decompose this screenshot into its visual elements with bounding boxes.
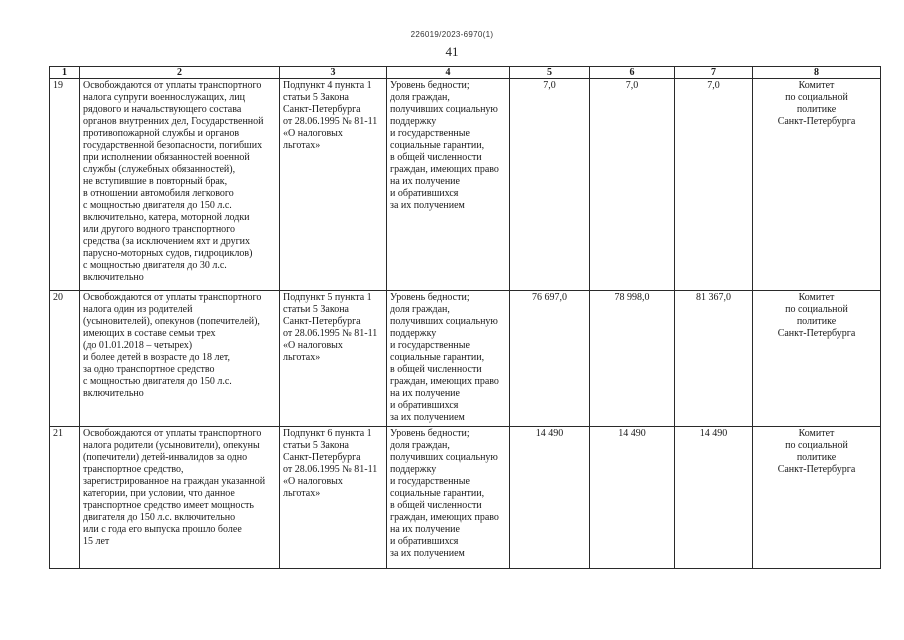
- row-number: 19: [50, 79, 80, 291]
- legal-basis: Подпункт 5 пункта 1 статьи 5 Закона Санкт-Петербурга от 28.06.1995 № 81-11 «О налоговых льготах»: [280, 291, 387, 427]
- column-header: 2: [80, 67, 280, 79]
- value-col7: 81 367,0: [675, 291, 753, 427]
- value-col5: 76 697,0: [510, 291, 590, 427]
- value-col7: 14 490: [675, 427, 753, 569]
- benefit-description: Освобождаются от уплаты транспортного налога супруги военнослужащих, лиц рядового и начальствующего состава органов внутренних дел, Государственной противопожарной службы и органов государственной безопасности, погибших при исполнении обязанностей военной службы (служебных обязанностей), не вступившие в повторный брак, в отношении автомобиля легкового с мощностью двигателя до 150 л.с. включительно, катера, моторной лодки или другого водного транспортного средства (за исключением яхт и других парусно-моторных судов, гидроциклов) с мощностью двигателя до 30 л.с. включительно: [80, 79, 280, 291]
- benefit-description: Освобождаются от уплаты транспортного налога один из родителей (усыновителей), опекунов (попечителей), имеющих в составе семьи трех (до 01.01.2018 – четырех) и более детей в возрасте до 18 лет, за одно транспортное средство с мощностью двигателя до 150 л.с. включительно: [80, 291, 280, 427]
- column-header: 4: [387, 67, 510, 79]
- benefit-description: Освобождаются от уплаты транспортного налога родители (усыновители), опекуны (попечители) детей-инвалидов за одно транспортное средство, зарегистрированное на граждан указанной категории, при условии, что данное транспортное средство имеет мощность двигателя до 150 л.с. включительно или с года его выпуска прошло более 15 лет: [80, 427, 280, 569]
- column-header: 3: [280, 67, 387, 79]
- value-col6: 14 490: [590, 427, 675, 569]
- document-registration-number: 226019/2023-6970(1): [410, 30, 494, 39]
- table-row: [50, 291, 881, 427]
- legal-basis: Подпункт 6 пункта 1 статьи 5 Закона Санкт-Петербурга от 28.06.1995 № 81-11 «О налоговых льготах»: [280, 427, 387, 569]
- responsible-body: Комитет по социальной политике Санкт-Петербурга: [753, 427, 881, 569]
- table-row: [50, 79, 881, 291]
- column-header: 1: [50, 67, 80, 79]
- tax-benefits-table: [49, 66, 881, 569]
- evaluation-criterion: Уровень бедности; доля граждан, получивших социальную поддержку и государственные социальные гарантии, в общей численности граждан, имеющих право на их получение и обратившихся за их получением: [387, 427, 510, 569]
- responsible-body: Комитет по социальной политике Санкт-Петербурга: [753, 291, 881, 427]
- legal-basis: Подпункт 4 пункта 1 статьи 5 Закона Санкт-Петербурга от 28.06.1995 № 81-11 «О налоговых льготах»: [280, 79, 387, 291]
- evaluation-criterion: Уровень бедности; доля граждан, получивших социальную поддержку и государственные социальные гарантии, в общей численности граждан, имеющих право на их получение и обратившихся за их получением: [387, 79, 510, 291]
- column-header: 5: [510, 67, 590, 79]
- table-row: [50, 427, 881, 569]
- column-header: 8: [753, 67, 881, 79]
- page-number: 41: [445, 44, 459, 59]
- column-header: 6: [590, 67, 675, 79]
- value-col5: 14 490: [510, 427, 590, 569]
- row-number: 21: [50, 427, 80, 569]
- value-col6: 78 998,0: [590, 291, 675, 427]
- column-header: 7: [675, 67, 753, 79]
- value-col6: 7,0: [590, 79, 675, 291]
- header-row: [50, 67, 881, 79]
- value-col7: 7,0: [675, 79, 753, 291]
- evaluation-criterion: Уровень бедности; доля граждан, получивших социальную поддержку и государственные социальные гарантии, в общей численности граждан, имеющих право на их получение и обратившихся за их получением: [387, 291, 510, 427]
- value-col5: 7,0: [510, 79, 590, 291]
- responsible-body: Комитет по социальной политике Санкт-Петербурга: [753, 79, 881, 291]
- row-number: 20: [50, 291, 80, 427]
